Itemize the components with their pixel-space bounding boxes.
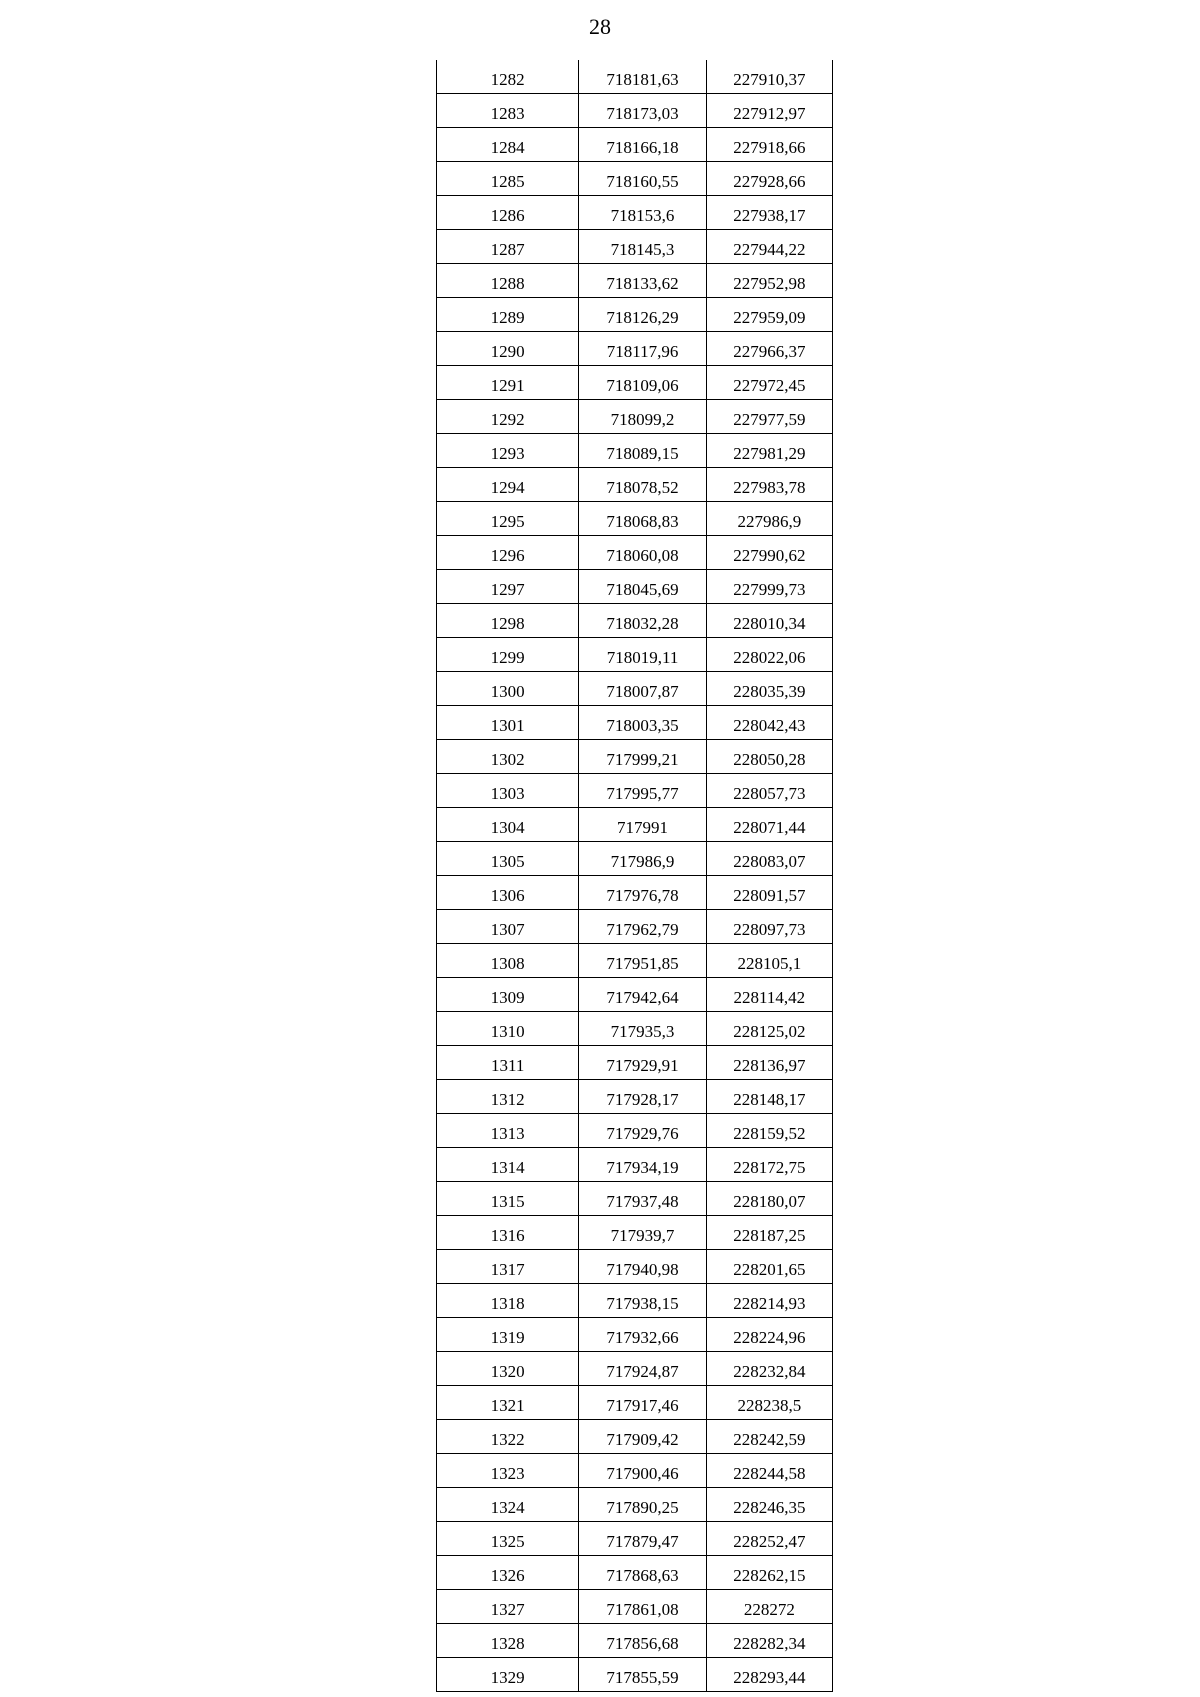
point-number-cell: 1291 [437, 366, 579, 400]
x-coordinate-cell: 718181,63 [579, 60, 706, 94]
table-row [437, 434, 833, 468]
x-coordinate-cell: 717855,59 [579, 1658, 706, 1692]
point-number-cell: 1321 [437, 1386, 579, 1420]
point-number-cell: 1314 [437, 1148, 579, 1182]
table-row [437, 1590, 833, 1624]
y-coordinate-cell: 228159,52 [706, 1114, 832, 1148]
y-coordinate-cell: 227959,09 [706, 298, 832, 332]
table-row [437, 60, 833, 94]
y-coordinate-cell: 228010,34 [706, 604, 832, 638]
table-row [437, 162, 833, 196]
table-row [437, 502, 833, 536]
x-coordinate-cell: 717999,21 [579, 740, 706, 774]
point-number-cell: 1313 [437, 1114, 579, 1148]
point-number-cell: 1328 [437, 1624, 579, 1658]
y-coordinate-cell: 228272 [706, 1590, 832, 1624]
point-number-cell: 1325 [437, 1522, 579, 1556]
x-coordinate-cell: 717935,3 [579, 1012, 706, 1046]
y-coordinate-cell: 228172,75 [706, 1148, 832, 1182]
table-row [437, 1114, 833, 1148]
x-coordinate-cell: 718109,06 [579, 366, 706, 400]
y-coordinate-cell: 228057,73 [706, 774, 832, 808]
y-coordinate-cell: 228125,02 [706, 1012, 832, 1046]
x-coordinate-cell: 717929,76 [579, 1114, 706, 1148]
point-number-cell: 1295 [437, 502, 579, 536]
y-coordinate-cell: 227966,37 [706, 332, 832, 366]
y-coordinate-cell: 228282,34 [706, 1624, 832, 1658]
y-coordinate-cell: 227912,97 [706, 94, 832, 128]
y-coordinate-cell: 228262,15 [706, 1556, 832, 1590]
y-coordinate-cell: 227944,22 [706, 230, 832, 264]
table-row [437, 1658, 833, 1692]
y-coordinate-cell: 227918,66 [706, 128, 832, 162]
point-number-cell: 1283 [437, 94, 579, 128]
x-coordinate-cell: 717909,42 [579, 1420, 706, 1454]
y-coordinate-cell: 227972,45 [706, 366, 832, 400]
table-row [437, 332, 833, 366]
y-coordinate-cell: 228035,39 [706, 672, 832, 706]
y-coordinate-cell: 228083,07 [706, 842, 832, 876]
point-number-cell: 1299 [437, 638, 579, 672]
point-number-cell: 1303 [437, 774, 579, 808]
y-coordinate-cell: 228042,43 [706, 706, 832, 740]
x-coordinate-cell: 717879,47 [579, 1522, 706, 1556]
point-number-cell: 1318 [437, 1284, 579, 1318]
y-coordinate-cell: 228050,28 [706, 740, 832, 774]
x-coordinate-cell: 718145,3 [579, 230, 706, 264]
table-row [437, 876, 833, 910]
y-coordinate-cell: 228252,47 [706, 1522, 832, 1556]
y-coordinate-cell: 228214,93 [706, 1284, 832, 1318]
y-coordinate-cell: 228238,5 [706, 1386, 832, 1420]
point-number-cell: 1290 [437, 332, 579, 366]
point-number-cell: 1317 [437, 1250, 579, 1284]
table-row [437, 468, 833, 502]
table-row [437, 128, 833, 162]
y-coordinate-cell: 227983,78 [706, 468, 832, 502]
x-coordinate-cell: 717932,66 [579, 1318, 706, 1352]
y-coordinate-cell: 228246,35 [706, 1488, 832, 1522]
table-row [437, 264, 833, 298]
y-coordinate-cell: 228187,25 [706, 1216, 832, 1250]
y-coordinate-cell: 227928,66 [706, 162, 832, 196]
x-coordinate-cell: 717868,63 [579, 1556, 706, 1590]
y-coordinate-cell: 227981,29 [706, 434, 832, 468]
table-row [437, 536, 833, 570]
y-coordinate-cell: 228148,17 [706, 1080, 832, 1114]
point-number-cell: 1301 [437, 706, 579, 740]
x-coordinate-cell: 718060,08 [579, 536, 706, 570]
y-coordinate-cell: 227977,59 [706, 400, 832, 434]
point-number-cell: 1287 [437, 230, 579, 264]
point-number-cell: 1284 [437, 128, 579, 162]
table-row [437, 978, 833, 1012]
table-row [437, 366, 833, 400]
x-coordinate-cell: 718032,28 [579, 604, 706, 638]
table-row [437, 94, 833, 128]
y-coordinate-cell: 228091,57 [706, 876, 832, 910]
y-coordinate-cell: 228293,44 [706, 1658, 832, 1692]
y-coordinate-cell: 227990,62 [706, 536, 832, 570]
x-coordinate-cell: 718007,87 [579, 672, 706, 706]
x-coordinate-cell: 717942,64 [579, 978, 706, 1012]
y-coordinate-cell: 228224,96 [706, 1318, 832, 1352]
x-coordinate-cell: 717991 [579, 808, 706, 842]
x-coordinate-cell: 717928,17 [579, 1080, 706, 1114]
x-coordinate-cell: 717917,46 [579, 1386, 706, 1420]
table-row [437, 1522, 833, 1556]
x-coordinate-cell: 717929,91 [579, 1046, 706, 1080]
table-row [437, 1046, 833, 1080]
y-coordinate-cell: 228114,42 [706, 978, 832, 1012]
x-coordinate-cell: 717937,48 [579, 1182, 706, 1216]
point-number-cell: 1302 [437, 740, 579, 774]
y-coordinate-cell: 228180,07 [706, 1182, 832, 1216]
x-coordinate-cell: 718019,11 [579, 638, 706, 672]
x-coordinate-cell: 718126,29 [579, 298, 706, 332]
x-coordinate-cell: 717939,7 [579, 1216, 706, 1250]
y-coordinate-cell: 227999,73 [706, 570, 832, 604]
point-number-cell: 1311 [437, 1046, 579, 1080]
point-number-cell: 1308 [437, 944, 579, 978]
x-coordinate-cell: 718160,55 [579, 162, 706, 196]
table-row [437, 706, 833, 740]
x-coordinate-cell: 718078,52 [579, 468, 706, 502]
x-coordinate-cell: 717951,85 [579, 944, 706, 978]
table-row [437, 1488, 833, 1522]
point-number-cell: 1326 [437, 1556, 579, 1590]
table-row [437, 604, 833, 638]
table-row [437, 1012, 833, 1046]
coordinates-table-body [437, 60, 833, 1692]
x-coordinate-cell: 718099,2 [579, 400, 706, 434]
point-number-cell: 1296 [437, 536, 579, 570]
x-coordinate-cell: 717976,78 [579, 876, 706, 910]
table-row [437, 1284, 833, 1318]
point-number-cell: 1305 [437, 842, 579, 876]
table-row [437, 1352, 833, 1386]
point-number-cell: 1298 [437, 604, 579, 638]
y-coordinate-cell: 228105,1 [706, 944, 832, 978]
point-number-cell: 1327 [437, 1590, 579, 1624]
table-row [437, 672, 833, 706]
point-number-cell: 1306 [437, 876, 579, 910]
point-number-cell: 1322 [437, 1420, 579, 1454]
point-number-cell: 1294 [437, 468, 579, 502]
x-coordinate-cell: 717856,68 [579, 1624, 706, 1658]
x-coordinate-cell: 718003,35 [579, 706, 706, 740]
x-coordinate-cell: 718068,83 [579, 502, 706, 536]
table-row [437, 1148, 833, 1182]
point-number-cell: 1286 [437, 196, 579, 230]
point-number-cell: 1300 [437, 672, 579, 706]
table-row [437, 1250, 833, 1284]
table-row [437, 1624, 833, 1658]
table-row [437, 740, 833, 774]
table-row [437, 638, 833, 672]
point-number-cell: 1309 [437, 978, 579, 1012]
coordinates-table [436, 60, 833, 1692]
y-coordinate-cell: 228097,73 [706, 910, 832, 944]
point-number-cell: 1297 [437, 570, 579, 604]
x-coordinate-cell: 717924,87 [579, 1352, 706, 1386]
y-coordinate-cell: 227986,9 [706, 502, 832, 536]
table-row [437, 1080, 833, 1114]
x-coordinate-cell: 717995,77 [579, 774, 706, 808]
y-coordinate-cell: 228071,44 [706, 808, 832, 842]
point-number-cell: 1315 [437, 1182, 579, 1216]
point-number-cell: 1312 [437, 1080, 579, 1114]
point-number-cell: 1320 [437, 1352, 579, 1386]
x-coordinate-cell: 717861,08 [579, 1590, 706, 1624]
point-number-cell: 1324 [437, 1488, 579, 1522]
x-coordinate-cell: 718133,62 [579, 264, 706, 298]
table-row [437, 808, 833, 842]
x-coordinate-cell: 718089,15 [579, 434, 706, 468]
table-row [437, 230, 833, 264]
y-coordinate-cell: 227910,37 [706, 60, 832, 94]
table-row [437, 944, 833, 978]
y-coordinate-cell: 227952,98 [706, 264, 832, 298]
x-coordinate-cell: 717890,25 [579, 1488, 706, 1522]
x-coordinate-cell: 718153,6 [579, 196, 706, 230]
table-row [437, 570, 833, 604]
table-row [437, 1420, 833, 1454]
x-coordinate-cell: 717986,9 [579, 842, 706, 876]
table-row [437, 298, 833, 332]
x-coordinate-cell: 717962,79 [579, 910, 706, 944]
y-coordinate-cell: 228232,84 [706, 1352, 832, 1386]
table-row [437, 1386, 833, 1420]
point-number-cell: 1316 [437, 1216, 579, 1250]
table-row [437, 196, 833, 230]
x-coordinate-cell: 717900,46 [579, 1454, 706, 1488]
point-number-cell: 1319 [437, 1318, 579, 1352]
y-coordinate-cell: 228242,59 [706, 1420, 832, 1454]
y-coordinate-cell: 228136,97 [706, 1046, 832, 1080]
x-coordinate-cell: 718045,69 [579, 570, 706, 604]
x-coordinate-cell: 717940,98 [579, 1250, 706, 1284]
point-number-cell: 1304 [437, 808, 579, 842]
x-coordinate-cell: 718117,96 [579, 332, 706, 366]
table-row [437, 400, 833, 434]
x-coordinate-cell: 717934,19 [579, 1148, 706, 1182]
point-number-cell: 1310 [437, 1012, 579, 1046]
point-number-cell: 1293 [437, 434, 579, 468]
point-number-cell: 1288 [437, 264, 579, 298]
table-row [437, 910, 833, 944]
table-row [437, 1216, 833, 1250]
point-number-cell: 1329 [437, 1658, 579, 1692]
point-number-cell: 1289 [437, 298, 579, 332]
point-number-cell: 1292 [437, 400, 579, 434]
y-coordinate-cell: 228244,58 [706, 1454, 832, 1488]
x-coordinate-cell: 718173,03 [579, 94, 706, 128]
table-row [437, 774, 833, 808]
y-coordinate-cell: 228201,65 [706, 1250, 832, 1284]
table-row [437, 1182, 833, 1216]
table-row [437, 1556, 833, 1590]
y-coordinate-cell: 227938,17 [706, 196, 832, 230]
point-number-cell: 1323 [437, 1454, 579, 1488]
x-coordinate-cell: 718166,18 [579, 128, 706, 162]
y-coordinate-cell: 228022,06 [706, 638, 832, 672]
page-number: 28 [589, 14, 611, 39]
table-row [437, 1454, 833, 1488]
table-row [437, 1318, 833, 1352]
x-coordinate-cell: 717938,15 [579, 1284, 706, 1318]
point-number-cell: 1285 [437, 162, 579, 196]
point-number-cell: 1307 [437, 910, 579, 944]
point-number-cell: 1282 [437, 60, 579, 94]
table-row [437, 842, 833, 876]
